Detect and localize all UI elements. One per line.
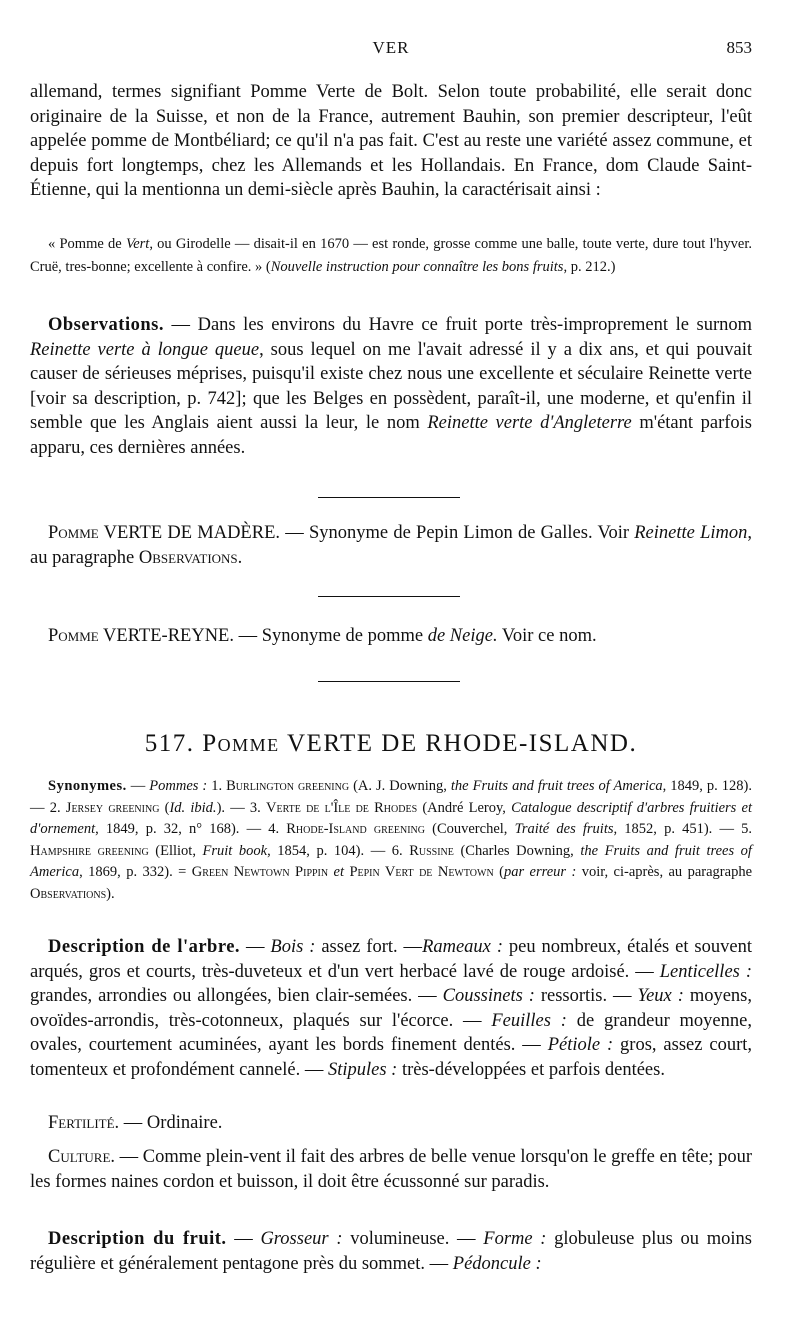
- italic-text: Fruit book: [202, 842, 268, 859]
- entry-label: Pomme: [48, 626, 99, 646]
- italic-text: Yeux :: [637, 986, 684, 1006]
- body-text: gros, assez court, tomenteux et profondément cannelé. —: [30, 1035, 752, 1080]
- italic-text: Coussinets :: [442, 986, 535, 1006]
- italic-text: Reinette verte à longue queue: [30, 339, 260, 360]
- italic-text: de Neige.: [427, 626, 498, 646]
- body-text: (: [159, 799, 170, 816]
- body-text: très-développées et parfois dentées.: [397, 1059, 665, 1080]
- arbre-paragraph: [30, 935, 752, 1082]
- running-head: VER: [372, 38, 410, 57]
- italic-text: Grosseur :: [260, 1229, 343, 1249]
- fertilite-paragraph: [30, 1111, 752, 1136]
- italic-text: Forme :: [483, 1229, 547, 1249]
- smallcaps-text: Verte de l'Île de Rhodes: [266, 799, 418, 816]
- italic-text: Reinette verte d'Angleterre: [427, 413, 632, 433]
- smallcaps-text: Burlington greening: [226, 778, 350, 794]
- body-text: , 1854, p. 104). — 6.: [267, 842, 410, 859]
- body-text: — Synonyme de pomme: [233, 626, 428, 646]
- italic-text: Lenticelles :: [659, 961, 752, 982]
- quote-paragraph: [30, 233, 752, 278]
- smallcaps-text: Rhode-Island greening: [286, 821, 425, 837]
- body-text: —: [126, 778, 150, 794]
- italic-text: the Fruits and fruit trees of America: [30, 842, 752, 880]
- italic-text: Rameaux :: [422, 937, 503, 957]
- body-text: peu nombreux, étalés et souvent arqués, gros et courts, très-duveteux et d'un vert herbacé lavé de rouge ardoisé. —: [30, 937, 752, 982]
- observations-paragraph: [30, 313, 752, 460]
- page-header: [30, 38, 752, 62]
- italic-text: Stipules :: [327, 1059, 398, 1080]
- culture-label: Culture.: [48, 1147, 116, 1167]
- quote-italic: Nouvelle instruction pour connaître les bons fruits: [270, 258, 564, 275]
- quote-text: , ou Girodelle — disait-il en 1670 — est ronde, grosse comme une balle, toute verte, dure tout l'hyver. Cruë, tres-bonne; excellente à confire. » (: [30, 236, 752, 275]
- fruit-paragraph: [30, 1227, 752, 1276]
- smallcaps-text: Green Newtown Pippin: [191, 864, 329, 880]
- body-text: (André Leroy,: [417, 799, 512, 816]
- entry-title: VERTE-REYNE.: [98, 626, 234, 646]
- observations-label: Observations.: [48, 315, 164, 335]
- body-text: volumineuse. —: [342, 1229, 484, 1249]
- body-text: , 1852, p. 451). — 5.: [613, 821, 752, 837]
- body-text: assez fort. —: [315, 937, 423, 957]
- section-divider: [318, 497, 460, 498]
- body-text: voir, ci-après, au paragraphe: [576, 864, 753, 880]
- italic-text: et: [328, 864, 350, 880]
- body-text: (: [493, 864, 504, 880]
- body-text: de grandeur moyenne, ovales, courtement acuminées, ayant les bords finement dentés. —: [30, 1010, 752, 1055]
- body-text: , 1849, p. 32, n° 168). — 4.: [95, 821, 287, 837]
- fertilite-label: Fertilité.: [48, 1113, 120, 1133]
- body-text: ).: [106, 885, 115, 902]
- section-divider: [318, 596, 460, 597]
- quote-text: « Pomme de: [48, 236, 126, 252]
- body-text: — Comme plein-vent il fait des arbres de belle venue lorsqu'on le greffe en tête; pour les formes naines cordon et buisson, il doit être écussonné sur paradis.: [30, 1147, 752, 1192]
- smallcaps-text: Observations: [30, 885, 107, 902]
- body-text: —: [226, 1229, 261, 1249]
- body-text: (A. J. Downing,: [349, 778, 451, 794]
- section-divider: [318, 681, 460, 682]
- body-text: Voir ce nom.: [497, 626, 597, 646]
- italic-text: Pétiole :: [547, 1035, 614, 1055]
- smallcaps-text: Jersey greening: [65, 799, 160, 816]
- body-text: , 1849, p. 128). — 2.: [30, 778, 752, 816]
- culture-paragraph: [30, 1145, 752, 1194]
- entry-title: VERTE DE MADÈRE.: [98, 523, 281, 543]
- body-text: m'étant parfois apparu, ces dernières années.: [30, 413, 752, 458]
- body-text: —: [240, 937, 271, 957]
- body-text: 1.: [207, 778, 227, 794]
- italic-text: the Fruits and fruit trees of America: [450, 778, 663, 794]
- italic-text: Pommes :: [149, 778, 208, 794]
- smallcaps-text: Russine: [409, 842, 454, 859]
- smallcaps-text: Pepin Vert de Newtown: [349, 864, 494, 880]
- arbre-label: Description de l'arbre.: [48, 937, 241, 957]
- entry-verte-reyne: [30, 624, 752, 649]
- body-text: ressortis. —: [534, 986, 638, 1006]
- body-text: grandes, arrondies ou allongées, bien clair-semées. —: [30, 986, 443, 1006]
- page-number: 853: [726, 38, 752, 57]
- italic-text: par erreur :: [503, 864, 577, 880]
- body-text: , sous lequel on me l'avait adressé il y a dix ans, et qui pouvait causer de sérieuses méprises, puisqu'il existe chez nous une excellente et séculaire Reinette verte [voir sa description, p. 742]; que les Belges en possèdent, paraît-il, une moderne, et qu'enfin il semble que les Anglais aient aussi la leur, le nom: [30, 339, 752, 433]
- section-heading: [30, 730, 752, 758]
- section-label: Pomme: [202, 730, 280, 757]
- italic-text: Id. ibid.: [169, 799, 217, 816]
- italic-text: Pédoncule :: [452, 1253, 542, 1274]
- body-text: (Couverchel,: [424, 821, 515, 837]
- entry-label: Pomme: [48, 523, 99, 543]
- italic-text: Reinette Limon: [634, 523, 748, 543]
- body-text: (Charles Downing,: [453, 842, 581, 859]
- body-text: — Ordinaire.: [119, 1113, 223, 1133]
- italic-text: Catalogue descriptif d'arbres fruitiers et d'ornement: [30, 799, 752, 837]
- body-text: ). — 3.: [216, 799, 267, 816]
- body-text: globuleuse plus ou moins régulière et généralement pentagone près du sommet. —: [30, 1229, 752, 1274]
- section-number: 517.: [144, 730, 195, 757]
- body-text: — Synonyme de Pepin Limon de Galles. Voir: [280, 523, 635, 543]
- smallcaps-text: Hampshire greening: [30, 842, 149, 859]
- body-text: , au paragraphe: [30, 523, 752, 568]
- body-text: — Dans les environs du Havre ce fruit porte très-improprement le surnom: [163, 315, 752, 335]
- synonymes-label: Synonymes.: [48, 778, 127, 794]
- italic-text: Bois :: [270, 937, 316, 957]
- italic-text: Feuilles :: [491, 1010, 567, 1031]
- quote-italic: Vert: [125, 236, 150, 252]
- section-title-text: VERTE DE RHODE-ISLAND.: [287, 730, 638, 757]
- fruit-label: Description du fruit.: [48, 1229, 227, 1249]
- body-text: , 1869, p. 332). =: [79, 864, 192, 880]
- body-text: (Elliot,: [148, 842, 203, 859]
- synonymes-paragraph: [30, 776, 752, 905]
- quote-text: , p. 212.): [563, 258, 616, 275]
- italic-text: Traité des fruits: [514, 821, 614, 837]
- intro-paragraph: allemand, termes signifiant Pomme Verte de Bolt. Selon toute probabilité, elle serait donc originaire de la Suisse, et non de la France, autrement Bauhin, son premier descripteur, l'eût appelée pomme de Montbéliard; ce qu'il n'a pas fait. C'est au reste une variété assez commune, et depuis fort longtemps, chez les Allemands et les Hollandais. En France, dom Claude Saint-Étienne, qui la mentionna un demi-siècle après Bauhin, la caractérisait ainsi :: [30, 82, 752, 200]
- body-text: moyens, ovoïdes-arrondis, très-cotonneux, plaqués sur l'écorce. —: [30, 986, 752, 1031]
- entry-verte-de-madere: [30, 521, 752, 570]
- smallcaps-text: Observations.: [138, 547, 243, 568]
